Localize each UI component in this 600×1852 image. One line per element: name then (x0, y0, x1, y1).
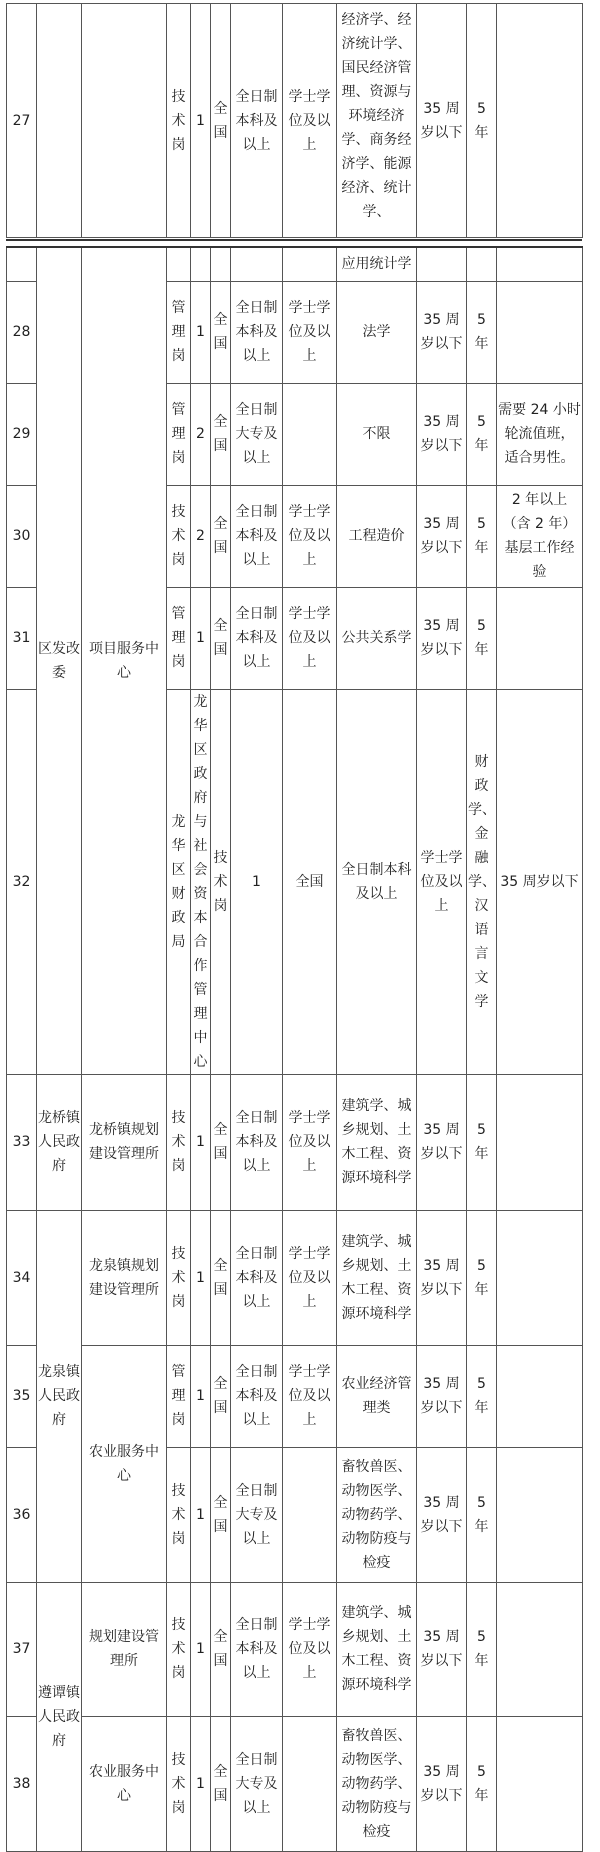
cell-years: 5 年 (467, 587, 497, 689)
cell-major: 建筑学、城乡规划、土木工程、资源环境科学 (337, 1210, 417, 1345)
cell-unit-longquan-nongye: 农业服务中心 (82, 1345, 167, 1582)
cell-edu: 全日制本科及以上 (337, 689, 417, 1074)
cell-count: 2 (191, 485, 211, 587)
cell-count: 1 (191, 1582, 211, 1716)
cell-no (7, 247, 37, 281)
cell-degree: 学士学位及以上 (283, 1582, 337, 1716)
cell-count (191, 247, 211, 281)
cell-age: 35 周岁以下 (417, 1716, 467, 1851)
cell-edu: 全日制本科及以上 (231, 587, 283, 689)
cell-scope: 全国 (211, 1716, 231, 1851)
recruitment-table-top (6, 3, 583, 238)
cell-degree (283, 383, 337, 485)
cell-years (467, 247, 497, 281)
cell-post: 管理岗 (167, 383, 191, 485)
cell-no: 30 (7, 485, 37, 587)
cell-scope: 全国 (211, 1345, 231, 1447)
page-break-divider (6, 239, 582, 241)
cell-major: 公共关系学 (337, 587, 417, 689)
cell-age: 35 周岁以下 (497, 689, 583, 1074)
cell-edu: 全日制本科及以上 (231, 485, 283, 587)
table-row (7, 1716, 583, 1851)
cell-years: 5 年 (467, 1716, 497, 1851)
cell-note: 2 年以上（含 2 年）基层工作经验 (497, 485, 583, 587)
cell-degree (283, 247, 337, 281)
cell-scope: 全国 (211, 587, 231, 689)
cell-years: 5 年 (467, 1074, 497, 1210)
cell-no: 31 (7, 587, 37, 689)
cell-major: 建筑学、城乡规划、土木工程、资源环境科学 (337, 1582, 417, 1716)
cell-age: 35 周岁以下 (417, 485, 467, 587)
cell-degree (283, 1447, 337, 1582)
cell-major: 农业经济管理类 (337, 1345, 417, 1447)
cell-age (417, 247, 467, 281)
cell-no: 32 (7, 689, 37, 1074)
cell-degree: 学士学位及以上 (283, 4, 337, 238)
cell-note (497, 1210, 583, 1345)
cell-unit-longqiao-guihua: 龙桥镇规划建设管理所 (82, 1074, 167, 1210)
cell-years: 5 年 (467, 1210, 497, 1345)
cell-post: 技术岗 (167, 1210, 191, 1345)
cell-major: 畜牧兽医、动物医学、动物药学、动物防疫与检疫 (337, 1716, 417, 1851)
cell-degree: 学士学位及以上 (283, 281, 337, 383)
cell-edu: 全日制本科及以上 (231, 281, 283, 383)
cell-edu: 全日制大专及以上 (231, 383, 283, 485)
cell-age: 35 周岁以下 (417, 1447, 467, 1582)
cell-years: 5 年 (467, 485, 497, 587)
cell-dept-fagai: 区发改委 (37, 247, 82, 1074)
cell-post: 技术岗 (167, 1074, 191, 1210)
cell-post: 技术岗 (211, 689, 231, 1074)
cell-post: 技术岗 (167, 4, 191, 238)
cell-age: 35 周岁以下 (417, 4, 467, 238)
cell-note: 需要 24 小时轮流值班，适合男性。 (497, 383, 583, 485)
cell-note (497, 4, 583, 238)
cell-count: 1 (191, 1210, 211, 1345)
cell-post: 技术岗 (167, 1582, 191, 1716)
cell-post: 管理岗 (167, 587, 191, 689)
table-row-continuation (7, 247, 583, 281)
cell-unit: 龙华区政府与社会资本合作管理中心 (191, 689, 211, 1074)
table-row (7, 4, 583, 238)
cell-unit-longquan-guihua: 龙泉镇规划建设管理所 (82, 1210, 167, 1345)
cell-age: 35 周岁以下 (417, 1582, 467, 1716)
cell-post: 管理岗 (167, 1345, 191, 1447)
cell-edu: 全日制本科及以上 (231, 1210, 283, 1345)
table-row (7, 1582, 583, 1716)
table-row (7, 1074, 583, 1210)
cell-dept-longquan: 龙泉镇人民政府 (37, 1210, 82, 1582)
cell-unit-zuntan-guihua: 规划建设管理所 (82, 1582, 167, 1716)
cell-scope (211, 247, 231, 281)
cell-post: 管理岗 (167, 281, 191, 383)
cell-count: 1 (191, 4, 211, 238)
cell-scope: 全国 (211, 281, 231, 383)
cell-post: 技术岗 (167, 485, 191, 587)
cell-degree: 学士学位及以上 (283, 1210, 337, 1345)
cell-count: 1 (191, 1074, 211, 1210)
cell-years: 5 年 (467, 1345, 497, 1447)
cell-degree: 学士学位及以上 (283, 587, 337, 689)
cell-years: 5 年 (467, 383, 497, 485)
cell-age: 35 周岁以下 (417, 383, 467, 485)
cell-edu (231, 247, 283, 281)
cell-major: 财政学、金融学、汉语言文学 (467, 689, 497, 1074)
cell-no: 34 (7, 1210, 37, 1345)
cell-age: 35 周岁以下 (417, 281, 467, 383)
cell-count: 1 (191, 1345, 211, 1447)
cell-count: 1 (191, 281, 211, 383)
cell-no: 36 (7, 1447, 37, 1582)
cell-major: 经济学、经济统计学、国民经济管理、资源与环境经济学、商务经济学、能源经济、统计学、 (337, 4, 417, 238)
cell-dept-longqiao: 龙桥镇人民政府 (37, 1074, 82, 1210)
cell-major: 应用统计学 (337, 247, 417, 281)
cell-degree: 学士学位及以上 (283, 1074, 337, 1210)
cell-unit-zuntan-nongye: 农业服务中心 (82, 1716, 167, 1851)
cell-major: 不限 (337, 383, 417, 485)
cell-edu: 全日制本科及以上 (231, 1074, 283, 1210)
cell-years: 5 年 (467, 1582, 497, 1716)
cell-no: 37 (7, 1582, 37, 1716)
cell-age: 35 周岁以下 (417, 587, 467, 689)
cell-unit-xiangmu: 项目服务中心 (82, 247, 167, 1074)
cell-post: 技术岗 (167, 1716, 191, 1851)
cell-no: 35 (7, 1345, 37, 1447)
cell-years: 5 年 (467, 1447, 497, 1582)
cell-no: 33 (7, 1074, 37, 1210)
cell-major: 工程造价 (337, 485, 417, 587)
cell-edu: 全日制大专及以上 (231, 1716, 283, 1851)
cell-note (497, 247, 583, 281)
cell-count: 1 (231, 689, 283, 1074)
cell-edu: 全日制本科及以上 (231, 4, 283, 238)
cell-scope: 全国 (211, 485, 231, 587)
cell-note (497, 1582, 583, 1716)
cell-degree (283, 1716, 337, 1851)
cell-note (497, 1074, 583, 1210)
cell-scope: 全国 (211, 1210, 231, 1345)
cell-years: 5 年 (467, 4, 497, 238)
cell-scope: 全国 (211, 1447, 231, 1582)
table-row (7, 1210, 583, 1345)
cell-dept: 龙华区财政局 (167, 689, 191, 1074)
cell-degree: 学士学位及以上 (283, 485, 337, 587)
cell-scope: 全国 (211, 1582, 231, 1716)
cell-no: 38 (7, 1716, 37, 1851)
cell-note (497, 1716, 583, 1851)
cell-degree: 学士学位及以上 (283, 1345, 337, 1447)
cell-dept (37, 4, 82, 238)
cell-scope: 全国 (283, 689, 337, 1074)
cell-note (497, 1345, 583, 1447)
cell-major: 畜牧兽医、动物医学、动物药学、动物防疫与检疫 (337, 1447, 417, 1582)
cell-no: 28 (7, 281, 37, 383)
cell-edu: 全日制本科及以上 (231, 1582, 283, 1716)
table-row (7, 1345, 583, 1447)
cell-edu: 全日制大专及以上 (231, 1447, 283, 1582)
cell-degree: 学士学位及以上 (417, 689, 467, 1074)
cell-count: 1 (191, 1447, 211, 1582)
cell-edu: 全日制本科及以上 (231, 1345, 283, 1447)
cell-major: 法学 (337, 281, 417, 383)
cell-age: 35 周岁以下 (417, 1345, 467, 1447)
cell-scope: 全国 (211, 1074, 231, 1210)
cell-post (167, 247, 191, 281)
cell-note (497, 281, 583, 383)
cell-age: 35 周岁以下 (417, 1074, 467, 1210)
cell-unit (82, 4, 167, 238)
cell-age: 35 周岁以下 (417, 1210, 467, 1345)
cell-no: 27 (7, 4, 37, 238)
cell-count: 1 (191, 1716, 211, 1851)
cell-no: 29 (7, 383, 37, 485)
cell-note (497, 587, 583, 689)
cell-dept-zuntan: 遵谭镇人民政府 (37, 1582, 82, 1851)
recruitment-table (6, 246, 583, 1852)
cell-count: 1 (191, 587, 211, 689)
cell-count: 2 (191, 383, 211, 485)
cell-years: 5 年 (467, 281, 497, 383)
cell-scope: 全国 (211, 383, 231, 485)
cell-note (497, 1447, 583, 1582)
cell-major: 建筑学、城乡规划、土木工程、资源环境科学 (337, 1074, 417, 1210)
cell-post: 技术岗 (167, 1447, 191, 1582)
cell-scope: 全国 (211, 4, 231, 238)
